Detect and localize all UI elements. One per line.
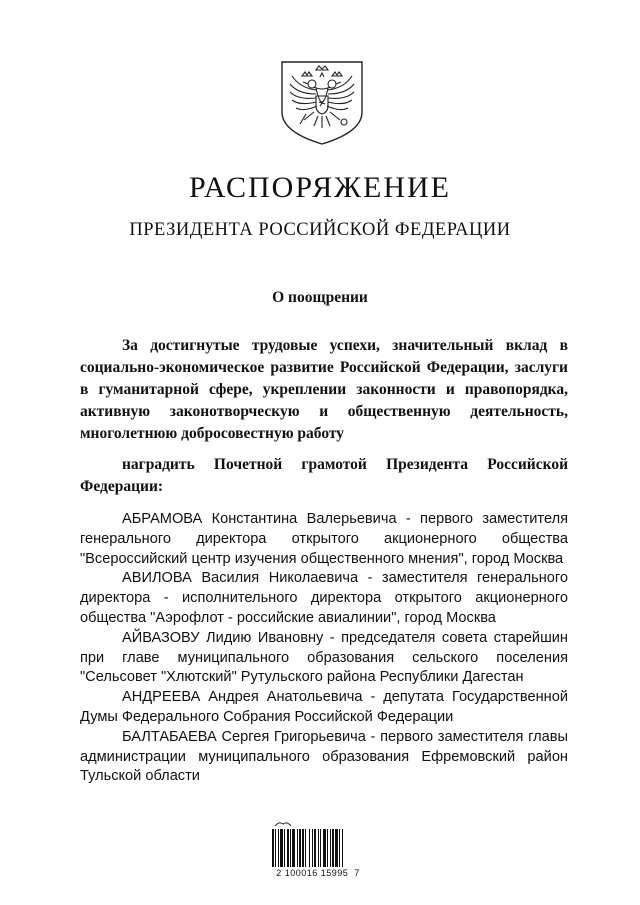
barcode <box>268 820 368 880</box>
barcode-bar <box>305 829 306 867</box>
barcode-bar <box>284 829 285 867</box>
barcode-bar <box>302 829 304 867</box>
document-title: РАСПОРЯЖЕНИЕ <box>188 171 452 204</box>
barcode-bar <box>342 829 343 867</box>
barcode-bar <box>280 829 283 867</box>
barcode-bar <box>287 829 289 867</box>
barcode-bar <box>312 829 313 867</box>
awardee-item: АВИЛОВА Василия Николаевича - заместителя генерального директора - исполнительного директора открытого акционерного общества "Аэрофлот - российские авиалинии", город Москва <box>80 570 568 626</box>
barcode-bar <box>330 829 331 867</box>
barcode-bar <box>318 829 319 867</box>
barcode-bar <box>297 829 298 867</box>
barcode-bar <box>309 829 310 867</box>
barcode-bar <box>292 829 295 867</box>
barcode-bar <box>320 829 321 867</box>
barcode-bar <box>335 829 338 867</box>
barcode-bar <box>323 829 326 867</box>
document-subject: О поощрении <box>272 289 368 306</box>
awardee-item: АЙВАЗОВУ Лидию Ивановну - председателя совета старейшин при главе муниципального образования сельского поселения "Сельсовет "Хлютский" Рутульского района Республики Дагестан <box>80 629 568 686</box>
preamble-paragraph: За достигнутые трудовые успехи, значительный вклад в социально-экономическое развитие Российской Федерации, заслуги в гуманитарной сфере, укреплении законности и правопорядка, активную законотворческую и общественную деятельность, многолетнюю добросовестную работу <box>80 337 568 442</box>
barcode-bar <box>327 829 328 867</box>
barcode-bar <box>290 829 291 867</box>
barcode-number: 2 100016 15995 7 <box>276 868 360 878</box>
awardee-list <box>80 510 568 787</box>
barcode-bar <box>299 829 301 867</box>
awardee-item: БАЛТАБАЕВА Сергея Григорьевича - первого заместителя главы администрации муниципального образования Ефремовский район Тульской области <box>80 728 568 785</box>
barcode-bar <box>272 829 274 867</box>
coat-of-arms-icon <box>276 58 368 148</box>
document-subtitle: ПРЕЗИДЕНТА РОССИЙСКОЙ ФЕДЕРАЦИИ <box>129 220 511 240</box>
awardee-item: АНДРЕЕВА Андрея Анатольевича - депутата Государственной Думы Федерального Собрания Российской Федерации <box>80 689 568 725</box>
barcode-bar <box>275 829 276 867</box>
awardee-item: АБРАМОВА Константина Валерьевича - первого заместителя генерального директора открытого акционерного общества "Всероссийский центр изучения общественного мнения", город Москва <box>80 511 568 567</box>
barcode-bar <box>339 829 340 867</box>
barcode-bar <box>278 829 279 867</box>
barcode-bar <box>332 829 334 867</box>
barcode-bar <box>314 829 316 867</box>
coat-of-arms-graphic <box>276 58 368 148</box>
barcode-icon <box>272 829 364 867</box>
barcode-mark-icon <box>274 820 292 828</box>
decision-paragraph: наградить Почетной грамотой Президента Российской Федерации: <box>80 456 568 495</box>
